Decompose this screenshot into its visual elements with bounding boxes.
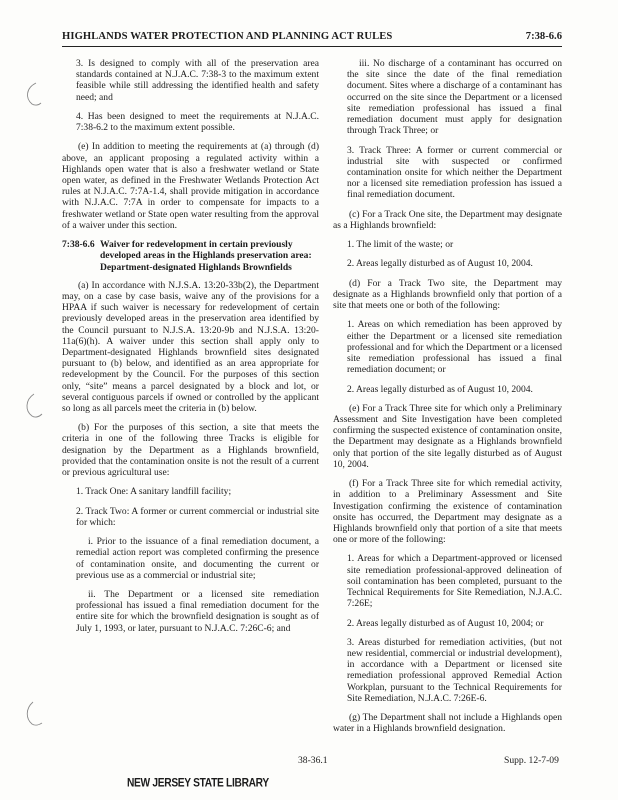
section-heading	[62, 239, 319, 273]
paragraph: i. Prior to the issuance of a final remediation document, a remedial action report was completed confirming the presence of contamination onsite, and documenting the current or previous use as a commercial or industrial site;	[76, 536, 319, 581]
header-title: HIGHLANDS WATER PROTECTION AND PLANNING ACT RULES	[62, 31, 393, 42]
paragraph: 1. Areas for which a Department-approved or licensed site remediation professional-approved delineation of soil contamination has been completed, pursuant to the Technical Requirements for Site Remediation, N.J.A.C. 7:26E;	[347, 553, 562, 610]
running-header	[62, 31, 562, 45]
paragraph: (c) For a Track One site, the Department may designate as a Highlands brownfield:	[333, 208, 562, 231]
punch-hole-mark-icon	[20, 700, 44, 728]
paragraph: 3. Is designed to comply with all of the preservation area standards contained at N.J.A.C. 7:38-3 to the maximum extent feasible while still addressing the identified health and safety need; and	[76, 58, 319, 103]
header-rule	[62, 46, 562, 47]
paragraph: (b) For the purposes of this section, a site that meets the criteria in one of the following three Tracks is eligible for designation by the Department as a Highlands brownfield, provided that the contamination onsite is not the result of a current or previous agricultural use:	[62, 422, 319, 479]
punch-hole-mark-icon	[20, 392, 44, 420]
paragraph: 1. The limit of the waste; or	[347, 239, 454, 251]
paragraph: 1. Areas on which remediation has been approved by either the Department or a licensed site remediation professional and for which the Department or a licensed site remediation professional has issued a final remediation document; or	[347, 319, 562, 376]
library-stamp: NEW JERSEY STATE LIBRARY	[127, 777, 269, 790]
paragraph: (g) The Department shall not include a Highlands open water in a Highlands brownfield designation.	[333, 712, 562, 735]
paragraph: ii. The Department or a licensed site remediation professional has issued a final remediation document for the entire site for which the brownfield designation is sought as of July 1, 1993, or later, pursuant to N.J.A.C. 7:26C-6; and	[76, 589, 319, 634]
paragraph: iii. No discharge of a contaminant has occurred on the site since the date of the final remediation document. Sites where a discharge of a contaminant has occurred on the site since the Department or a licensed site remediation professional has issued a final remediation document must apply for designation through Track Three; or	[347, 58, 562, 137]
paragraph: (e) In addition to meeting the requirements at (a) through (d) above, an applicant proposing a regulated activity within a Highlands open water that is also a freshwater wetland or State open water, as defined in the Freshwater Wetlands Protection Act rules at N.J.A.C. 7:7A-1.4, shall provide mitigation in accordance with N.J.A.C. 7:7A in order to compensate for impacts to a freshwater wetland or State open water resulting from the approval of a waiver under this section.	[62, 141, 319, 231]
paragraph: 4. Has been designed to meet the requirements at N.J.A.C. 7:38-6.2 to the maximum extent possible.	[76, 110, 319, 134]
header-section-number: 7:38-6.6	[525, 31, 562, 42]
paragraph: (f) For a Track Three site for which remedial activity, in addition to a Preliminary Assessment and Site Investigation confirming the existence of contamination onsite has occurred, the Department may designate as a Highlands brownfield only that portion of a site that meets one or more of the following:	[333, 478, 562, 546]
paragraph: (a) In accordance with N.J.S.A. 13:20-33b(2), the Department may, on a case by case basis, waive any of the provisions for a HPAA if such waiver is necessary for redevelopment of certain previously developed areas in the preservation area identified by the Council pursuant to N.J.S.A. 13:20-9b and N.J.S.A. 13:20-11a(6)(h). A waiver under this section shall apply only to Department-designated Highlands brownfield sites designated pursuant to (b) below, and identified as an area appropriate for redevelopment by the Council. For the purposes of this section only, “site” means a parcel designated by a block and lot, or several contiguous parcels if owned or controlled by the applicant so long as all parcels meet the criteria in (b) below.	[62, 279, 319, 414]
paragraph: 1. Track One: A sanitary landfill facility;	[76, 486, 232, 498]
section-title: Waiver for redevelopment in certain previously developed areas in the Highlands preservation area: Department-designated Highlands Brownfields	[100, 239, 312, 273]
punch-hole-mark-icon	[20, 80, 44, 108]
paragraph: (d) For a Track Two site, the Department may designate as a Highlands brownfield only that portion of a site that meets one or both of the following:	[333, 277, 562, 312]
paragraph: (e) For a Track Three site for which only a Preliminary Assessment and Site Investigation have been completed confirming the suspected existence of contamination onsite, the Department may designate as a Highlands brownfield only that portion of the site legally disturbed as of August 10, 2004.	[333, 402, 562, 470]
paragraph: 2. Areas legally disturbed as of August 10, 2004.	[347, 258, 533, 270]
right-column	[333, 58, 562, 743]
paragraph: 3. Track Three: A former or current commercial or industrial site with suspected or confirmed contamination onsite for which neither the Department nor a licensed site remediation profession has issued a final remediation document.	[347, 144, 562, 201]
page-number: 38-36.1	[298, 755, 328, 766]
left-column	[62, 58, 319, 642]
paragraph: 3. Areas disturbed for remediation activities, (but not new residential, commercial or industrial development), in accordance with a Department or licensed site remediation professional approved Remedial Action Workplan, pursuant to the Technical Requirements for Site Remediation, N.J.A.C. 7:26E-6.	[347, 636, 562, 704]
paragraph: 2. Track Two: A former or current commercial or industrial site for which:	[76, 505, 319, 528]
paragraph: 2. Areas legally disturbed as of August 10, 2004; or	[347, 617, 544, 629]
section-number: 7:38-6.6	[62, 239, 95, 251]
supplement-date: Supp. 12-7-09	[504, 755, 559, 766]
paragraph: 2. Areas legally disturbed as of August 10, 2004.	[347, 383, 533, 395]
